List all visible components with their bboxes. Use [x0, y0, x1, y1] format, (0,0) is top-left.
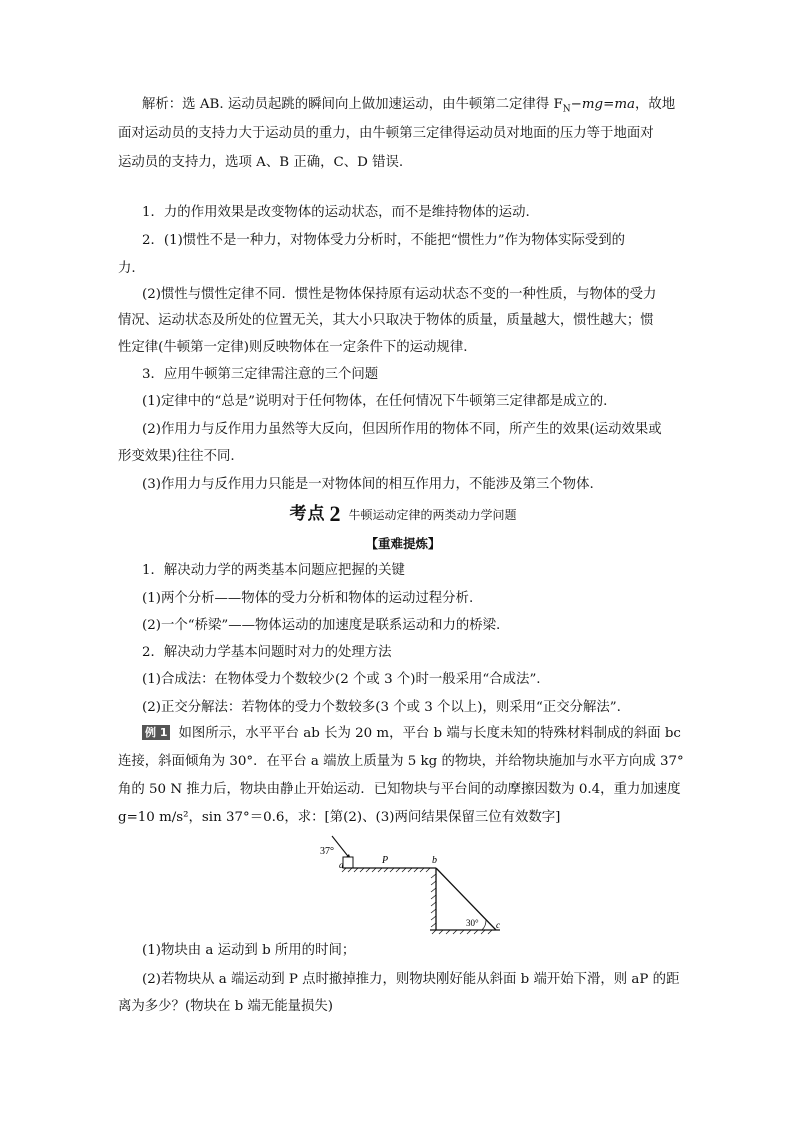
label-30: 30° [466, 918, 479, 928]
example-line-3: 角的 50 N 推力后，物块由静止开始运动．已知物块与平台间的动摩擦因数为 0.4，重力加速度 [118, 782, 681, 797]
note-2e: 性定律(牛顿第一定律)则反映物体在一定条件下的运动规律. [118, 340, 468, 355]
note-2b: 力. [118, 261, 136, 276]
analysis-line-2: 面对运动员的支持力大于运动员的重力，由牛顿第三定律得运动员对地面的压力等于地面对 [118, 126, 654, 141]
note-3b1: (2)作用力与反作用力虽然等大反向，但因所作用的物体不同，所产生的效果(运动效果或 [142, 422, 662, 437]
question-1: (1)物块由 a 运动到 b 所用的时间； [142, 943, 356, 958]
question-2b: 离为多少？(物块在 b 端无能量损失) [118, 999, 334, 1014]
incline-figure [318, 834, 538, 936]
note-3: 3．应用牛顿第三定律需注意的三个问题 [142, 367, 379, 382]
wall-hatch [431, 874, 436, 927]
analysis-line-1: 解析：选 AB. 运动员起跳的瞬间向上做加速运动，由牛顿第二定律得 $F_N-mg=ma$，故地 [142, 97, 676, 115]
note-3b2: 形变效果)往往不同. [118, 449, 235, 464]
note-2c: (2)惯性与惯性定律不同．惯性是物体保持原有运动状态不变的一种性质，与物体的受力 [142, 287, 657, 302]
analysis-line-3: 运动员的支持力，选项 A、B 正确，C、D 错误. [118, 155, 404, 170]
key-2a: (1)合成法：在物体受力个数较少(2 个或 3 个)时一般采用“合成法”. [142, 672, 541, 687]
key-1a: (1)两个分析——物体的受力分析和物体的运动过程分析. [142, 591, 474, 606]
key-1b: (2)一个“桥梁”——物体运动的加速度是联系运动和力的桥梁. [142, 618, 501, 633]
key-2b: (2)正交分解法：若物体的受力个数较多(3 个或 3 个以上)，则采用“正交分解法”. [142, 700, 621, 715]
example-line-2: 连接，斜面倾角为 30°．在平台 a 端放上质量为 5 kg 的物块，并给物块施加与水平方向成 37° [118, 754, 684, 769]
note-1: 1．力的作用效果是改变物体的运动状态，而不是维持物体的运动. [142, 205, 530, 220]
example-badge: 例 1 [142, 725, 170, 740]
section-subtitle: 牛顿运动定律的两类动力学问题 [348, 508, 517, 522]
note-2d: 情况、运动状态及所处的位置无关，其大小只取决于物体的质量，质量越大，惯性越大；惯 [118, 313, 654, 328]
label-p: P [382, 855, 389, 866]
note-2a: 2．(1)惯性不是一种力，对物体受力分析时，不能把“惯性力”作为物体实际受到的 [142, 233, 626, 248]
key-2: 2．解决动力学基本问题时对力的处理方法 [142, 645, 392, 660]
note-3a: (1)定律中的“总是”说明对于任何物体，在任何情况下牛顿第三定律都是成立的. [142, 394, 608, 409]
section-bracket: 【重难提炼】 [365, 536, 441, 551]
section-number: 2 [329, 501, 341, 526]
label-b: b [432, 855, 437, 866]
section-heading [118, 502, 688, 528]
question-2a: (2)若物块从 a 端运动到 P 点时撤掉推力，则物块刚好能从斜面 b 端开始下滑，则 aP 的距 [142, 972, 680, 987]
note-3c: (3)作用力与反作用力只能是一对物体间的相互作用力，不能涉及第三个物体. [142, 477, 594, 492]
example-line-4: g=10 m/s²，sin 37°＝0.6，求：[第(2)、(3)两问结果保留三位有效数字] [118, 810, 561, 825]
label-c: c [496, 920, 500, 930]
block [343, 857, 353, 868]
example-line-1: 例 1 如图所示，水平平台 ab 长为 20 m，平台 b 端与长度未知的特殊材料制成的斜面 bc [142, 724, 712, 744]
label-37: 37° [320, 846, 334, 857]
label-a: a [339, 860, 344, 870]
key-1: 1．解决动力学的两类基本问题应把握的关键 [142, 563, 405, 578]
section-label: 考点 [289, 504, 326, 524]
angle-arc-30 [482, 920, 486, 930]
